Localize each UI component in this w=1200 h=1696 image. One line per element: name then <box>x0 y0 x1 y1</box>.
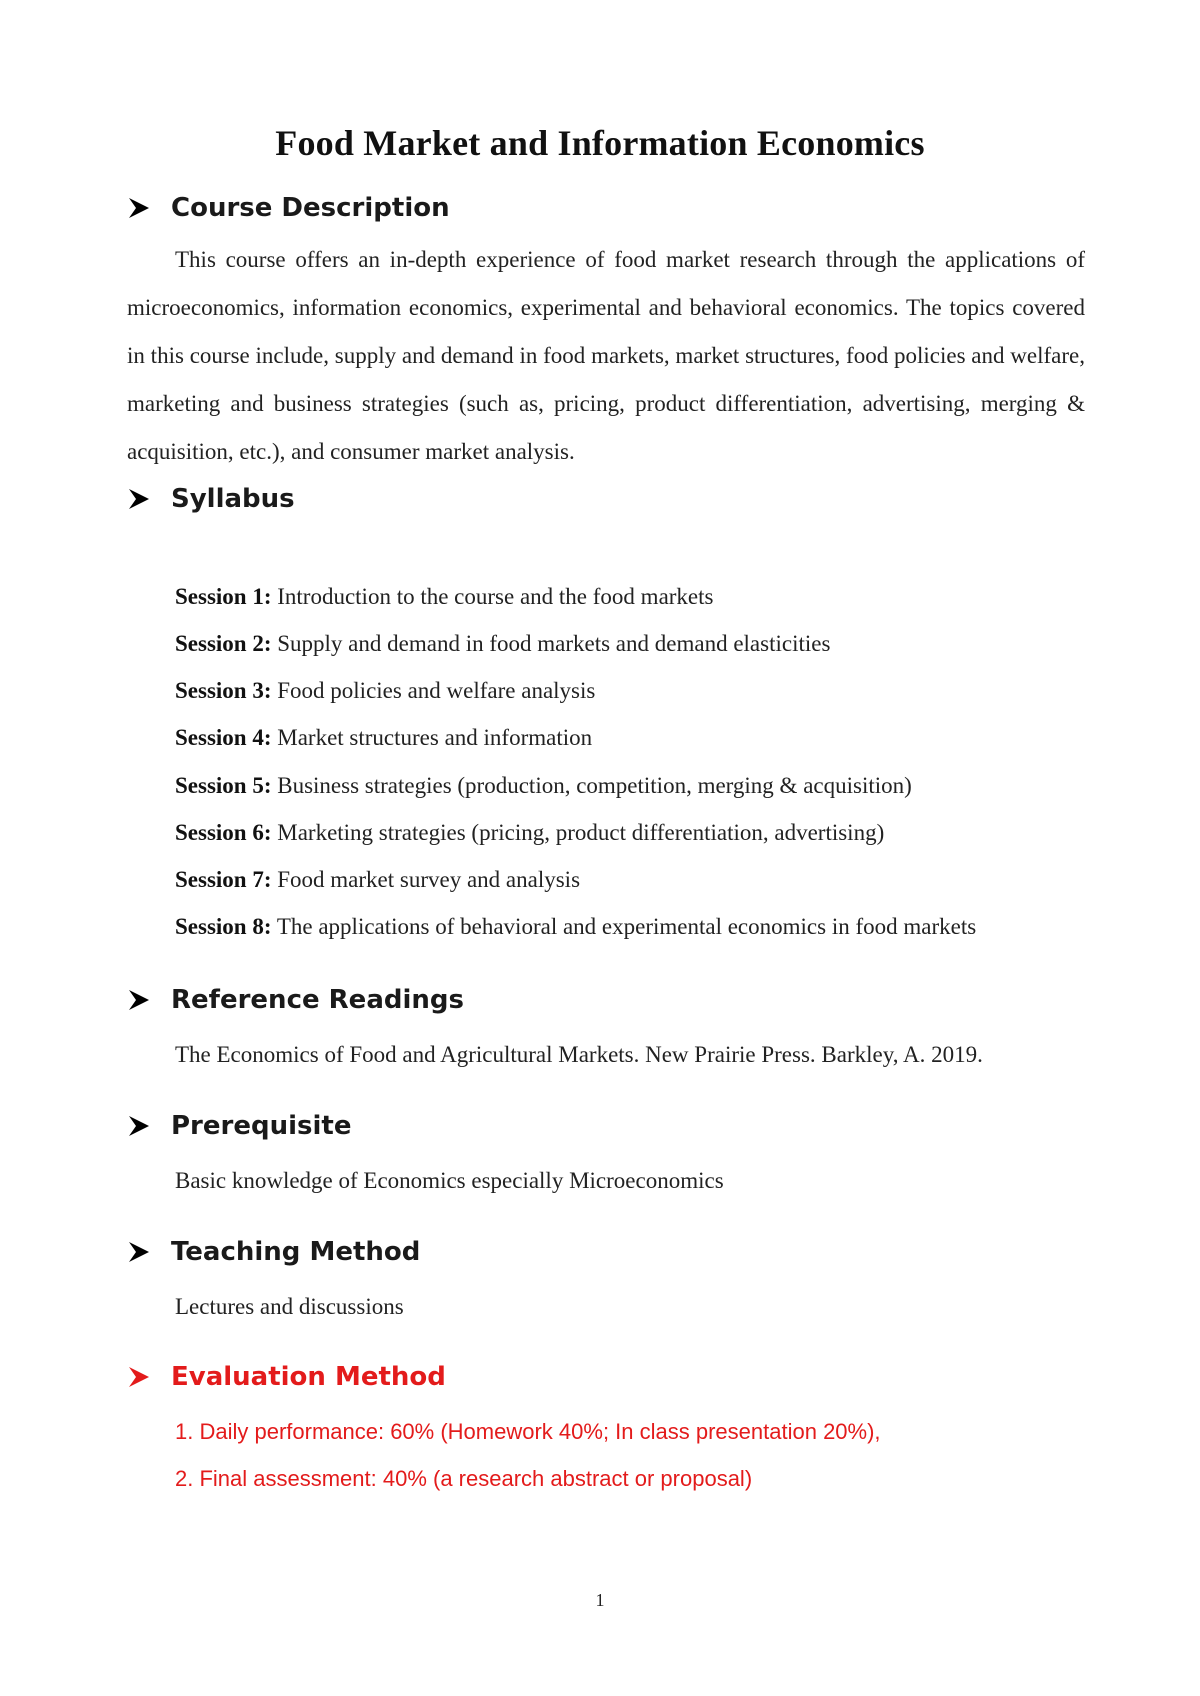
syllabus-session-7 <box>175 864 580 896</box>
session-text: Marketing strategies (pricing, product differentiation, advertising) <box>271 820 885 845</box>
document-title: Food Market and Information Economics <box>275 123 925 163</box>
session-label: Session 6: <box>175 820 272 845</box>
syllabus-session-5 <box>175 770 912 802</box>
session-label: Session 7: <box>175 867 272 892</box>
syllabus-session-6 <box>175 817 884 849</box>
syllabus-session-1 <box>175 581 714 613</box>
page-number: 1 <box>595 1590 605 1610</box>
section-heading-label: Teaching Method <box>171 1237 421 1267</box>
session-text: Food market survey and analysis <box>271 867 581 892</box>
evaluation-item-2: 2. Final assessment: 40% (a research abstract or proposal) <box>175 1466 753 1491</box>
arrow-bullet-icon <box>127 988 151 1012</box>
session-label: Session 3: <box>175 678 272 703</box>
course-description-paragraph <box>127 236 1085 476</box>
session-label: Session 1: <box>175 584 272 609</box>
section-heading-label: Evaluation Method <box>171 1362 446 1392</box>
reference-readings-text: The Economics of Food and Agricultural Markets. New Prairie Press. Barkley, A. 2019. <box>175 1042 983 1067</box>
session-text: Business strategies (production, competition, merging & acquisition) <box>271 773 912 798</box>
section-heading-course-description <box>127 190 450 226</box>
session-label: Session 8: <box>175 914 272 939</box>
session-label: Session 4: <box>175 725 272 750</box>
session-label: Session 2: <box>175 631 272 656</box>
session-text: The applications of behavioral and experimental economics in food markets <box>271 914 977 939</box>
syllabus-session-3 <box>175 675 595 707</box>
section-heading-teaching-method <box>127 1234 420 1270</box>
arrow-bullet-icon <box>127 1114 151 1138</box>
section-heading-prerequisite <box>127 1108 351 1144</box>
arrow-bullet-icon <box>127 1365 151 1389</box>
syllabus-session-4 <box>175 722 592 754</box>
arrow-bullet-icon <box>127 196 151 220</box>
section-heading-reference-readings <box>127 982 464 1018</box>
section-heading-label: Syllabus <box>171 484 295 514</box>
session-text: Introduction to the course and the food markets <box>271 584 714 609</box>
session-text: Market structures and information <box>271 725 593 750</box>
section-heading-syllabus <box>127 481 295 517</box>
arrow-bullet-icon <box>127 487 151 511</box>
syllabus-session-2 <box>175 628 830 660</box>
session-text: Supply and demand in food markets and demand elasticities <box>271 631 831 656</box>
section-heading-label: Reference Readings <box>171 985 464 1015</box>
prerequisite-text: Basic knowledge of Economics especially Microeconomics <box>175 1168 724 1193</box>
course-description-text: This course offers an in-depth experience of food market research through the applications of microeconomics, information economics, experimental and behavioral economics. The topics covered in this course include, supply and demand in food markets, market structures, food policies and welfare, marketing and business strategies (such as, pricing, product differentiation, advertising, merging & acquisition, etc.), and consumer market analysis. <box>127 247 1085 464</box>
syllabus-session-8 <box>175 911 976 943</box>
section-heading-label: Course Description <box>171 193 450 223</box>
arrow-bullet-icon <box>127 1240 151 1264</box>
session-label: Session 5: <box>175 773 272 798</box>
session-text: Food policies and welfare analysis <box>271 678 596 703</box>
evaluation-item-1: 1. Daily performance: 60% (Homework 40%; In class presentation 20%), <box>175 1419 881 1444</box>
section-heading-evaluation-method <box>127 1359 446 1395</box>
teaching-method-text: Lectures and discussions <box>175 1294 404 1319</box>
section-heading-label: Prerequisite <box>171 1111 352 1141</box>
